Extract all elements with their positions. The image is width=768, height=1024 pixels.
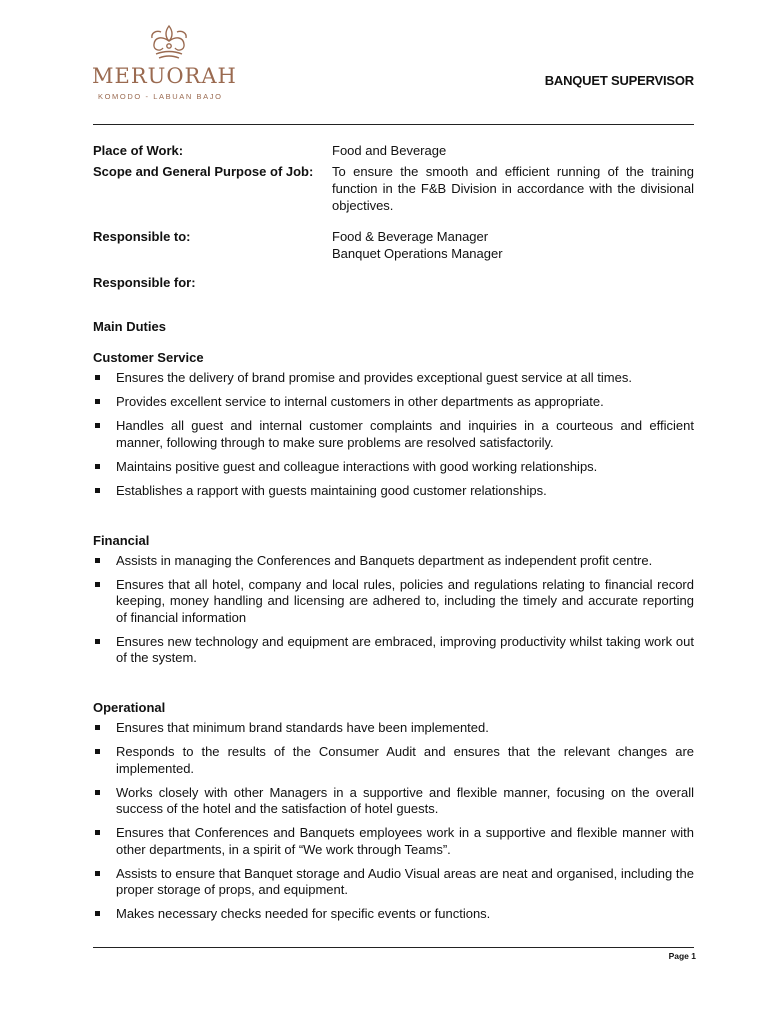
section-title: Customer Service	[93, 350, 204, 365]
list-item: Works closely with other Managers in a supportive and flexible manner, focusing on the overall success of the hotel and the satisfaction of hotel guests.	[93, 785, 694, 818]
bullet-icon	[95, 375, 100, 380]
responsible-for-label: Responsible for:	[93, 275, 196, 290]
bullet-icon	[95, 830, 100, 835]
list-item: Ensures that all hotel, company and local rules, policies and regulations relating to financial record keeping, money handling and licensing are adhered to, including the timely and accurate reporting of financial information	[93, 577, 694, 627]
duty-list	[93, 370, 694, 499]
responsible-to-value: Food & Beverage Manager	[332, 229, 489, 244]
list-item: Maintains positive guest and colleague interactions with good working relationships.	[93, 459, 694, 476]
duty-list	[93, 553, 694, 667]
place-of-work-value: Food and Beverage	[332, 143, 447, 158]
bullet-icon	[95, 423, 100, 428]
scope-row	[93, 163, 694, 214]
bullet-icon	[95, 639, 100, 644]
scope-label: Scope and General Purpose of Job:	[93, 164, 314, 179]
responsible-to-label: Responsible to:	[93, 229, 191, 244]
bullet-icon	[95, 582, 100, 587]
bullet-icon	[95, 871, 100, 876]
bullet-icon	[95, 464, 100, 469]
duties-content	[93, 318, 694, 930]
responsible-to-values	[332, 228, 694, 262]
footer-divider	[93, 947, 694, 948]
bullet-icon	[95, 488, 100, 493]
responsible-for-row	[93, 274, 694, 291]
place-of-work-label: Place of Work:	[93, 143, 184, 158]
list-item: Makes necessary checks needed for specific events or functions.	[93, 906, 694, 923]
bullet-icon	[95, 749, 100, 754]
document-title: BANQUET SUPERVISOR	[544, 73, 694, 88]
place-of-work-row	[93, 142, 694, 159]
section-title: Financial	[93, 532, 150, 548]
list-item: Assists in managing the Conferences and Banquets department as independent profit centre.	[93, 553, 694, 570]
responsible-to-value: Banquet Operations Manager	[332, 246, 503, 261]
main-duties-heading: Main Duties	[93, 319, 166, 334]
job-info-block	[93, 142, 694, 291]
logo-tagline: KOMODO - LABUAN BAJO	[98, 92, 223, 101]
logo-name: MERUORAH	[92, 64, 237, 88]
scope-value: To ensure the smooth and efficient running of the training function in the F&B Division in accordance with the divisional objectives.	[332, 164, 694, 213]
meruorah-logo	[92, 22, 246, 102]
bullet-icon	[95, 558, 100, 563]
bullet-icon	[95, 725, 100, 730]
list-item: Assists to ensure that Banquet storage and Audio Visual areas are neat and organised, including the proper storage of props, and equipment.	[93, 866, 694, 899]
bullet-icon	[95, 790, 100, 795]
list-item: Establishes a rapport with guests maintaining good customer relationships.	[93, 483, 694, 500]
list-item: Provides excellent service to internal customers in other departments as appropriate.	[93, 394, 694, 411]
header-divider	[93, 124, 694, 125]
list-item: Ensures that Conferences and Banquets employees work in a supportive and flexible manner with other departments, in a spirit of “We work through Teams”.	[93, 825, 694, 858]
section-title: Operational	[93, 700, 166, 715]
page-number: Page 1	[668, 951, 696, 961]
bullet-icon	[95, 399, 100, 404]
list-item: Ensures that minimum brand standards have been implemented.	[93, 720, 694, 737]
responsible-to-row	[93, 228, 694, 262]
list-item: Responds to the results of the Consumer Audit and ensures that the relevant changes are implemented.	[93, 744, 694, 777]
crest-icon	[144, 22, 194, 62]
list-item: Handles all guest and internal customer complaints and inquiries in a courteous and efficient manner, following through to make sure problems are resolved satisfactorily.	[93, 418, 694, 451]
bullet-icon	[95, 911, 100, 916]
list-item: Ensures the delivery of brand promise and provides exceptional guest service at all times.	[93, 370, 694, 387]
duty-list	[93, 720, 694, 923]
list-item: Ensures new technology and equipment are embraced, improving productivity whilst taking work out of the system.	[93, 634, 694, 667]
